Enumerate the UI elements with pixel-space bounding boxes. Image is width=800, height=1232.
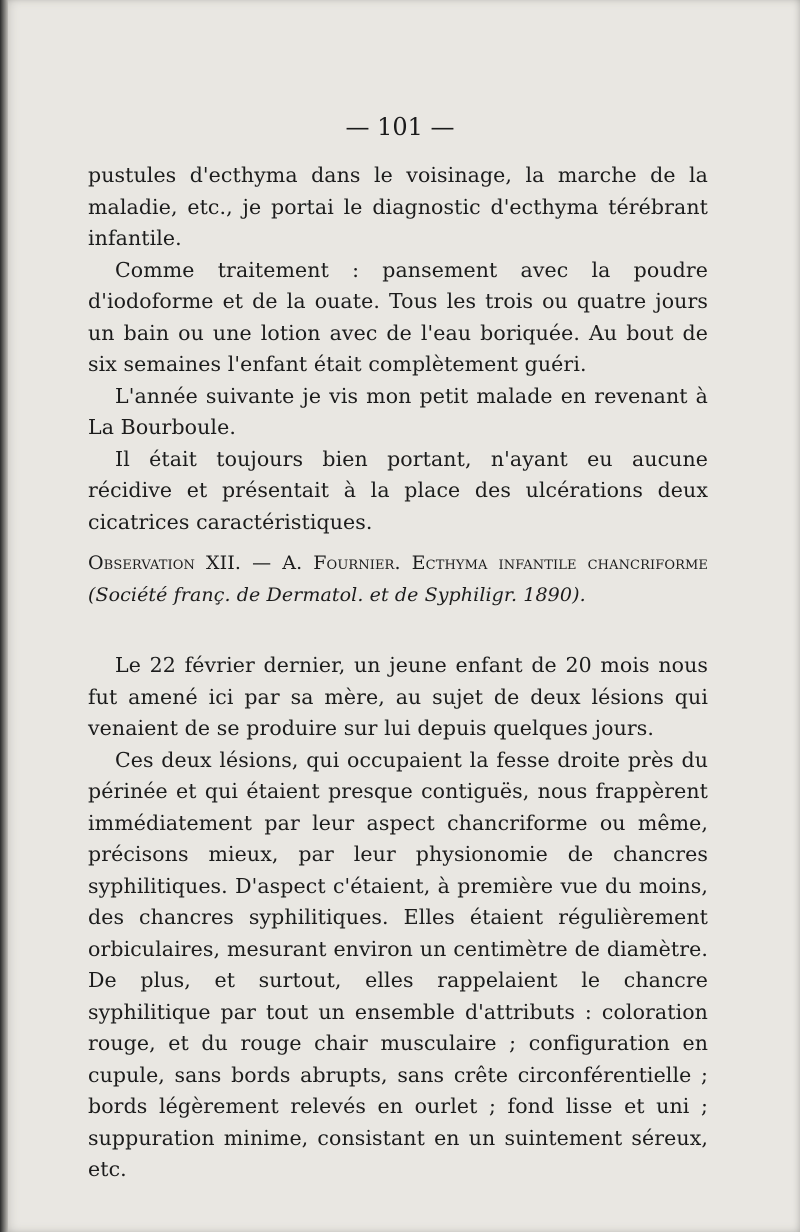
observation-title: Ecthyma infantile chancriforme [411, 552, 708, 574]
paragraph-1: pustules d'ecthyma dans le voisinage, la marche de la maladie, etc., je portai le diagnostic d'ecthyma térébrant infantile. [88, 163, 708, 250]
text-block-bottom [88, 650, 708, 1186]
paragraph-2: Comme traitement : pansement avec la poudre d'iodoforme et de la ouate. Tous les trois ou quatre jours un bain ou une lotion avec de l'eau boriquée. Au bout de six semaines l'enfant était complètement guéri. [88, 257, 708, 376]
observation-dash: — [241, 552, 283, 574]
text-block-top [88, 160, 708, 538]
observation-source: (Société franç. de Dermatol. et de Syphiligr. 1890). [88, 583, 586, 606]
paragraph-6: Ces deux lésions, qui occupaient la fesse droite près du périnée et qui étaient presque contiguës, nous frappèrent immédiatement par leur aspect chancriforme ou même, précisons mieux, par leur physionomie de chancres syphilitiques. D'aspect c'étaient, à première vue du moins, des chancres syphilitiques. Elles étaient régulièrement orbiculaires, mesurant environ un centimètre de diamètre. De plus, et surtout, elles rappelaient le chancre syphilitique par tout un ensemble d'attributs : coloration rouge, et du rouge chair musculaire ; configuration en cupule, sans bords abrupts, sans crête circonférentielle ; bords légèrement relevés en ourlet ; fond lisse et uni ; suppuration minime, consistant en un suintement séreux, etc. [88, 747, 708, 1181]
page-gutter-shadow [0, 0, 8, 1232]
paragraph-4: Il était toujours bien portant, n'ayant eu aucune récidive et présentait à la place des ulcérations deux cicatrices caractéristiques. [88, 446, 708, 534]
paragraph-3: L'année suivante je vis mon petit malade en revenant à La Bourboule. [88, 383, 708, 439]
observation-author: A. Fournier. [282, 552, 401, 574]
observation-label: Observation XII. [88, 552, 242, 574]
page-number: — 101 — [345, 113, 455, 141]
paragraph-5: Le 22 février dernier, un jeune enfant de 20 mois nous fut amené ici par sa mère, au sujet de deux lésions qui venaient de se produire sur lui depuis quelques jours. [88, 653, 708, 740]
observation-heading [88, 548, 708, 611]
